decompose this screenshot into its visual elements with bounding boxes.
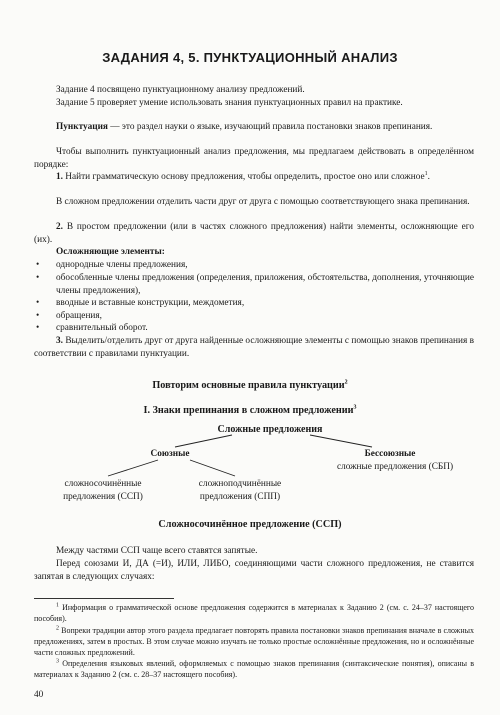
footnote-1 [34,603,474,625]
diagram-leaf-spp [185,478,295,503]
order-intro: Чтобы выполнить пунктуационный анализ предложения, мы предлагаем действовать в определённом порядке: [34,147,474,170]
step-3-number: 3. [56,336,63,346]
leaf-ssp-line2: предложения (ССП) [63,491,143,502]
subsection-heading-text: I. Знаки препинания в сложном предложении [143,405,354,416]
bullet-dot: • [36,323,40,333]
bullet-text: обращения, [56,311,102,321]
footnote-2-text: Вопреки традиции автор этого раздела предлагает повторять правила постановки знаков препинания вначале в сложных предложениях, затем в простых. В этом случае можно изучать не только простые осложнённые предложения, но и осложнённые части сложных предложений. [34,626,474,657]
step-1-number: 1. [56,172,63,182]
bullet-text: однородные члены предложения, [56,260,188,270]
footnote-divider [34,598,174,599]
footnote-2 [34,626,474,658]
ssp-paragraph-1: Между частями ССП чаще всего ставятся запятые. [56,546,258,556]
section-heading-text: Повторим основные правила пунктуации [152,380,345,391]
bullet-dot: • [36,260,40,270]
step-1-end: . [427,172,430,182]
footnote-ref-1: 1 [424,170,428,177]
bullet-text: вводные и вставные конструкции, междометия, [56,298,245,308]
intro-line-1: Задание 4 посвящено пунктуационному анализу предложений. [56,85,305,95]
intro-line-2: Задание 5 проверяет умение использовать знания пунктуационных правил на практике. [56,98,403,108]
connector-left-leaf1 [108,460,158,476]
footnote-1-text: Информация о грамматической основе предложения содержится в материалах к Заданию 2 (см. с. 24–37 настоящего пособия). [34,603,474,623]
diagram-right-node: Бессоюзные [364,449,416,459]
bullet-text: обособленные члены предложения (определения, приложения, обстоятельства, дополнения, уточняющие члены предложения), [56,273,474,296]
footnote-3 [34,659,474,681]
connector-root-left [175,435,232,447]
footnote-3-text: Определения языковых явлений, оформляемых с помощью знаков препинания (синтаксические понятия), описаны в материалах к Заданию 2 (см. с. 28–37 настоящего пособия). [34,659,474,679]
bullet-dot: • [36,273,40,283]
diagram-left-node: Союзные [150,449,190,459]
complicating-heading: Осложняющие элементы: [56,247,165,257]
connector-left-leaf2 [190,460,235,476]
connector-root-right [310,435,372,447]
footnote-ref-2: 2 [344,379,348,386]
leaf-ssp-line1: сложносочинённые [64,479,142,489]
step-2-text: В простом предложении (или в частях сложного предложения) найти элементы, осложняющие его (их). [34,222,474,245]
bullet-dot: • [36,311,40,321]
ssp-paragraph-2: Перед союзами И, ДА (=И), ИЛИ, ЛИБО, соединяющими части сложного предложения, не ставится запятая в следующих случаях: [34,559,474,582]
footnote-1-number: 1 [56,602,59,609]
leaf-spp-line2: предложения (СПП) [199,491,281,502]
page-title: ЗАДАНИЯ 4, 5. ПУНКТУАЦИОННЫЙ АНАЛИЗ [102,50,398,65]
definition-term: Пунктуация [56,122,108,132]
definition-text: — это раздел науки о языке, изучающий правила постановки знаков препинания. [107,122,433,132]
footnote-ref-3: 3 [353,404,357,411]
page-number: 40 [34,690,44,700]
ssp-heading: Сложносочинённое предложение (ССП) [158,519,342,530]
footnote-3-number: 3 [56,658,59,665]
step-2-number: 2. [56,222,63,232]
step-1-text: Найти грамматическую основу предложения, чтобы определить, простое оно или сложное [62,172,425,182]
bullet-text: сравнительный оборот. [56,323,148,333]
diagram-right-sub: сложные предложения (СБП) [336,462,454,472]
step-3-text: Выделить/отделить друг от друга найденные осложняющие элементы с помощью знаков препинания в соответствии с правилами пунктуации. [34,336,474,359]
footnote-2-number: 2 [56,625,59,632]
diagram-leaf-ssp [48,478,158,503]
step-1-note: В сложном предложении отделить части друг от друга с помощью соответствующего знака препинания. [56,197,470,207]
bullet-dot: • [36,298,40,308]
diagram-root: Сложные предложения [217,424,323,435]
leaf-spp-line1: сложноподчинённые [198,479,282,489]
